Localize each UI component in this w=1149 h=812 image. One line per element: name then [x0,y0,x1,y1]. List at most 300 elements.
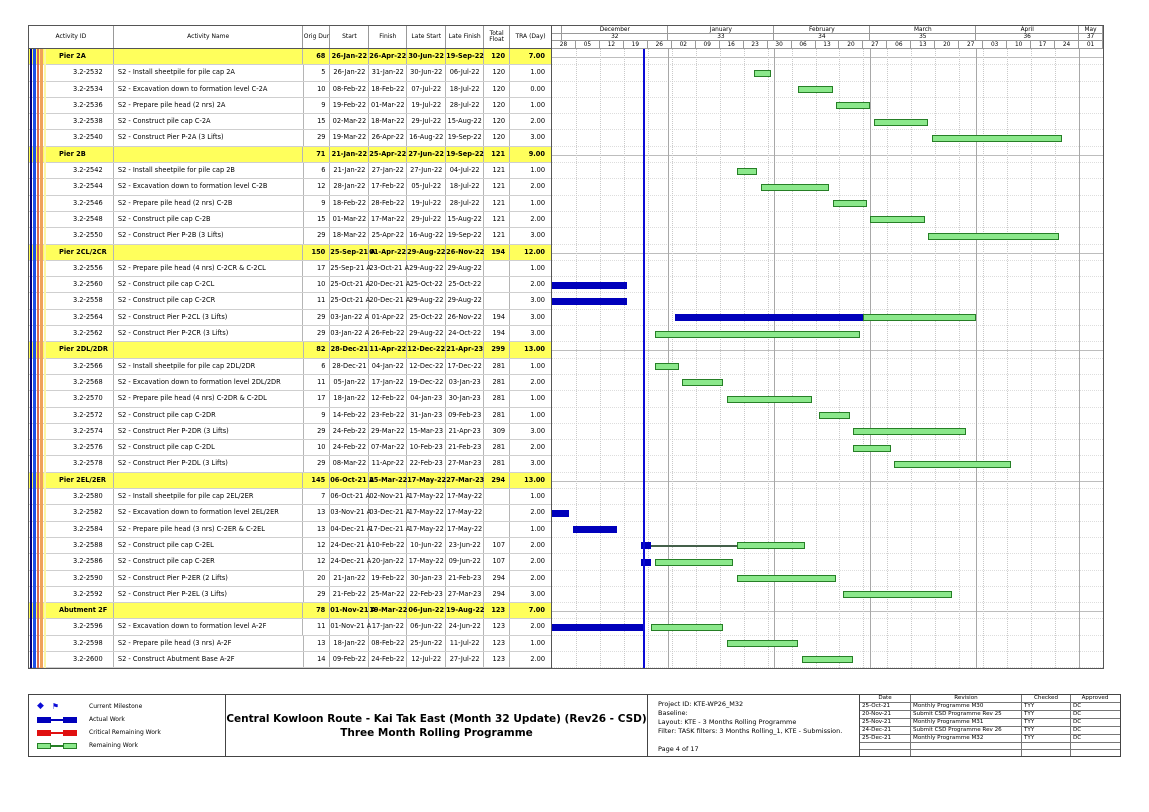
cell: 18-Feb-22 [330,196,369,211]
cell: 18-Jan-22 [330,391,369,406]
cell: 3.2-2592 [29,587,114,602]
gantt-row [552,652,1103,668]
cell: 17-May-22 [407,554,446,569]
cell: 3.2-2582 [29,505,114,520]
cell: 12-Dec-22 [407,359,446,374]
gantt-row [552,375,1103,391]
gantt-row [552,179,1103,195]
revision-cell [911,743,1022,749]
remaining-bar-icon [37,743,51,749]
cell: 3.2-2568 [29,375,114,390]
cell: 26-Apr-22 [369,49,407,64]
revision-cell: TYY [1022,711,1071,718]
cell: S2 - Prepare pile head (4 nrs) C-2DR & C-2DL [114,391,304,406]
cell: S2 - Construct Pier P-2CL (3 Lifts) [114,310,304,325]
column-header: TRA (Day) [515,32,546,40]
timeline-months [552,26,1103,34]
revision-cell: 24-Dec-21 [860,727,911,734]
cell: S2 - Construct pile cap C-2ER [114,554,304,569]
gantt-row [552,147,1103,163]
cell [484,489,510,504]
week-start-label: 01 [1079,41,1103,49]
remaining-work-bar [802,656,853,663]
remaining-work-bar [833,200,867,207]
section-band-line [552,155,1103,156]
week-start-label: 10 [1007,41,1031,49]
cell: 22-Feb-23 [407,587,446,602]
cell: 3.2-2546 [29,196,114,211]
cell: 19-Feb-22 [330,98,369,113]
gantt-row [552,98,1103,114]
revision-cell: TYY [1022,703,1071,710]
column-header: Late Finish [446,26,484,48]
cell: S2 - Excavation down to formation level C-2A [114,82,304,97]
cell: 121 [484,212,510,227]
section-row [29,342,551,358]
cell: S2 - Construct Pier P-2DL (3 Lifts) [114,456,304,471]
cell: 27-Jun-22 [407,163,446,178]
cell: 17-May-22 [446,505,484,520]
cell: 294 [484,473,510,488]
cell: 30-Jan-23 [407,571,446,586]
revision-column-header: Approved [1081,695,1109,701]
cell: 18-Jan-22 [330,636,369,651]
cell: 31-Jan-23 [407,408,446,423]
activity-row [29,571,551,587]
actual-work-bar [552,624,644,631]
cell: 29-Aug-22 [407,245,446,260]
cell: 17-Jan-22 [369,375,407,390]
cell [114,245,303,260]
cell: 19-Jul-22 [407,196,446,211]
cell: 3.2-2558 [29,293,114,308]
cell: 08-Feb-22 [330,82,369,97]
cell: S2 - Construct Pier P-2CR (3 Lifts) [114,326,304,341]
cell [114,603,303,618]
cell: 28-Jul-22 [446,98,484,113]
cell: 68 [303,49,330,64]
cell: 3.2-2600 [29,652,114,667]
cell: 05-Jul-22 [407,179,446,194]
cell: 3.2-2580 [29,489,114,504]
cell: 25-Sep-21 A [330,261,369,276]
timeline-weeks [552,41,1103,49]
cell: S2 - Construct Abutment Base A-2F [114,652,304,667]
legend-label: Remaining Work [89,742,138,749]
section-band-line [552,350,1103,351]
cell: 123 [484,636,510,651]
cell: S2 - Excavation down to formation level A-2F [114,619,304,634]
revision-cell: TYY [1022,727,1071,734]
cell: 29 [303,326,330,341]
gantt-row [552,456,1103,472]
activity-row [29,98,551,114]
gantt-row [552,293,1103,309]
week-start-label: 09 [696,41,720,49]
cell: 121 [484,163,510,178]
cell: 25-Mar-22 [369,587,407,602]
section-row [29,473,551,489]
cell: 20-Jan-22 [369,554,407,569]
activity-row [29,636,551,652]
cell: 15 [304,212,331,227]
cell: 281 [484,375,510,390]
cell: 10 [304,82,331,97]
month-label: April [976,26,1079,34]
cell: 04-Jan-23 [407,391,446,406]
column-header: Finish [369,26,407,48]
cell: 24-Dec-21 A [330,538,369,553]
gantt-row [552,310,1103,326]
cell: 09-Jun-22 [446,554,484,569]
connector-line-icon [51,745,63,747]
cell: 2.00 [530,573,546,582]
title-line-2: Three Month Rolling Programme [340,726,533,739]
activity-row [29,538,551,554]
cell: 17-Jan-22 [369,619,407,634]
cell: 26-Apr-22 [369,130,407,145]
cell: 121 [484,228,510,243]
cell: 18-Mar-22 [330,228,369,243]
week-start-label: 03 [983,41,1007,49]
cell: 12-Jul-22 [407,652,446,667]
gantt-row [552,114,1103,130]
cell: 19-Sep-22 [446,130,484,145]
cell: 13.00 [524,475,546,484]
cell: 29-Aug-22 [446,261,484,276]
cell: 3.2-2560 [29,277,114,292]
week-gridline [648,49,649,668]
cell: 15-Aug-22 [446,114,484,129]
cell: S2 - Excavation down to formation level 2DL/2DR [114,375,304,390]
cell: 06-Jul-22 [446,65,484,80]
gantt-row [552,489,1103,505]
cell: 21-Feb-23 [446,571,484,586]
cell: 25-Oct-22 [407,310,446,325]
cell: 3.2-2596 [29,619,114,634]
cell [484,293,510,308]
gantt-row [552,440,1103,456]
activity-row [29,587,551,603]
legend-item [37,739,225,752]
cell: 26-Nov-22 [446,310,484,325]
gantt-row [552,65,1103,81]
cell: 11 [303,619,330,634]
cell: 281 [484,440,510,455]
cell: 06-Oct-21 A [330,473,369,488]
cell: 6 [304,359,331,374]
cell: 29-Jul-22 [407,114,446,129]
cell: S2 - Prepare pile head (2 nrs) C-2B [114,196,304,211]
cell: 9 [304,98,331,113]
gantt-row [552,82,1103,98]
layout: Layout: KTE - 3 Months Rolling Programme [658,718,797,726]
revision-cell: Monthly Programme M31 [911,719,1022,726]
activity-row [29,440,551,456]
remaining-work-bar [853,428,966,435]
revision-column-header: Date [860,695,911,702]
cell: 121 [484,179,510,194]
cell: 9.00 [528,149,545,158]
gantt-row [552,522,1103,538]
revision-table [860,694,1121,757]
cell: 27-Jun-22 [407,147,446,162]
cell: 21-Jan-22 [330,163,369,178]
cell: 05-Jan-22 [330,375,369,390]
month-label: December [562,26,668,34]
cell: 25-Oct-22 [407,277,446,292]
table-body [29,49,551,668]
cell: 29-Aug-22 [446,293,484,308]
month-number: 32 [562,34,668,41]
cell: 123 [484,652,510,667]
activity-row [29,228,551,244]
cell: 25-Apr-22 [369,147,407,162]
activity-row [29,65,551,81]
cell: 01-Nov-21 A [330,619,369,634]
revision-cell [860,743,911,749]
cell: 24-Oct-22 [446,326,484,341]
gantt-row [552,473,1103,489]
gantt-row [552,326,1103,342]
remaining-work-bar [798,86,832,93]
cell: 28-Jan-22 [330,179,369,194]
remaining-work-bar [761,184,829,191]
cell: 17-May-22 [407,489,446,504]
cell: 27-Jul-22 [446,652,484,667]
connector-line-icon [51,719,63,721]
activity-row [29,375,551,391]
connector-line-icon [51,732,63,734]
cell: 1.00 [530,394,546,403]
revision-cell: DC [1073,711,1082,717]
cell: S2 - Construct Pier P-2B (3 Lifts) [114,228,304,243]
activity-row [29,522,551,538]
cell: 2.00 [530,654,546,663]
week-start-label: 05 [576,41,600,49]
cell: 28-Jul-22 [446,196,484,211]
week-start-label: 13 [816,41,840,49]
cell: 21-Feb-23 [446,440,484,455]
cell: 24-Feb-22 [330,424,369,439]
cell: 04-Jul-22 [446,163,484,178]
cell: 3.2-2572 [29,408,114,423]
footer-block [28,694,1121,757]
cell: 21-Apr-23 [446,342,484,357]
revision-empty-row [860,743,1120,750]
activity-row [29,179,551,195]
cell: 3.2-2590 [29,571,114,586]
cell: 12-Dec-22 [407,342,446,357]
remaining-work-bar [870,216,925,223]
legend-swatch [37,717,83,723]
cell: 11 [304,375,331,390]
cell: 19-Mar-22 [330,130,369,145]
activity-row [29,359,551,375]
section-row [29,603,551,619]
legend-item [37,726,225,739]
cell [484,522,510,537]
cell: 1.00 [530,410,546,419]
revision-cell [860,750,911,756]
activity-table [29,26,552,668]
cell: 17-Dec-21 A [369,522,407,537]
cell: 26-Feb-22 [369,326,407,341]
revision-row [860,727,1120,735]
cell: 24-Dec-21 A [330,554,369,569]
cell: S2 - Construct pile cap C-2CL [114,277,304,292]
cell: 27-Mar-23 [446,587,484,602]
gantt-row [552,424,1103,440]
week-gridline [887,49,888,668]
section-band-line [552,253,1103,254]
gantt-row [552,49,1103,65]
gantt-row [552,408,1103,424]
gantt-sheet [28,25,1109,753]
week-gridline [672,49,673,668]
cell: S2 - Excavation down to formation level 2EL/2ER [114,505,304,520]
revision-cell: TYY [1022,735,1071,742]
cell: 23-Jun-22 [446,538,484,553]
cell: 26-Jan-22 [330,65,369,80]
cell: 07-Jul-22 [407,82,446,97]
cell: 2.00 [530,508,545,517]
cell: 123 [484,619,510,634]
cell [114,49,304,64]
cell: 3.2-2538 [29,114,114,129]
cell: 14-Feb-22 [330,408,369,423]
gantt-row [552,212,1103,228]
cell: 26-Nov-22 [446,245,484,260]
gantt-row [552,130,1103,146]
cell: 17 [304,391,331,406]
cell: 27-Jan-22 [369,163,407,178]
actual-bar-icon [37,717,51,723]
cell: 5 [304,65,331,80]
cell: 2.00 [530,443,546,452]
cell: 27-Mar-23 [446,456,484,471]
column-header: Activity Name [114,26,304,48]
cell: 3.2-2588 [29,538,114,553]
actual-work-bar [552,282,627,289]
cell: 71 [303,147,330,162]
remaining-work-bar [819,412,850,419]
gantt-row [552,359,1103,375]
cell: 9 [304,408,331,423]
gantt-chart [552,26,1103,668]
activity-row [29,408,551,424]
week-start-label: 17 [1031,41,1055,49]
cell: 28-Dec-21 [330,342,369,357]
actual-bar-icon [63,717,77,723]
activity-row [29,310,551,326]
cell: 1.00 [530,100,546,109]
cell: 28-Dec-21 [330,359,369,374]
week-gridline [696,49,697,668]
gantt-row [552,505,1103,521]
month-gridline [870,49,871,668]
legend [28,694,226,757]
cell: 121 [484,196,510,211]
cell: 12-Feb-22 [369,391,407,406]
bar-neck-line [651,545,737,547]
cell: 3.2-2576 [29,440,114,455]
activity-row [29,82,551,98]
cell: 19-Feb-22 [369,571,407,586]
week-start-label: 20 [935,41,959,49]
cell: Pier 2DL/2DR [29,342,114,357]
cell: 3.2-2532 [29,65,114,80]
cell: 3.00 [530,133,546,142]
month-label: May [1079,26,1103,34]
cell: 06-Oct-21 A [330,489,369,504]
cell: 15-Mar-23 [407,424,446,439]
section-band-line [552,481,1103,482]
cell [114,147,304,162]
cell: 120 [484,98,510,113]
cell: 13 [303,505,330,520]
week-start-label: 30 [768,41,792,49]
legend-label: Critical Remaining Work [89,729,161,736]
cell: 120 [484,82,510,97]
actual-work-bar [552,298,627,305]
cell: 3.2-2598 [29,636,114,651]
cell [484,277,510,292]
cell: 1.00 [530,638,546,647]
gantt-row [552,636,1103,652]
week-gridline [911,49,912,668]
month-num-lead-blank [552,34,562,41]
cell: 04-Jan-22 [369,359,407,374]
revision-column-header: Checked [1022,695,1071,702]
revision-cell [1022,750,1071,756]
week-start-label: 24 [1055,41,1079,49]
month-number: 35 [870,34,976,41]
table-header [29,26,551,49]
cell: 06-Jun-22 [407,603,446,618]
critical-bar-icon [37,730,51,736]
gantt-row [552,277,1103,293]
cell: 16-Aug-22 [407,228,446,243]
cell: 24-Feb-22 [369,652,407,667]
legend-swatch [37,730,83,736]
week-start-label: 19 [624,41,648,49]
cell: 28-Feb-22 [369,196,407,211]
gantt-row [552,619,1103,635]
cell: 11 [303,293,330,308]
cell: 7.00 [528,606,545,615]
cell: S2 - Construct Pier P-2EL (3 Lifts) [114,587,304,602]
cell: 11-Apr-22 [369,342,407,357]
cell: 17-May-22 [446,489,484,504]
cell: 0.00 [530,84,546,93]
week-start-label: 13 [911,41,935,49]
cell: 2.00 [530,214,546,223]
cell: 03-Dec-21 A [369,505,407,520]
cell [484,505,510,520]
data-date-line [643,49,645,668]
month-number: 34 [774,34,870,41]
cell: Pier 2EL/2ER [29,473,114,488]
title-block [226,694,648,757]
cell: 10-Feb-22 [369,538,407,553]
activity-row [29,424,551,440]
cell: S2 - Install sheetpile for pile cap 2DL/2DR [114,359,304,374]
column-header: Start [330,26,369,48]
cell: 17 [303,261,330,276]
cell: 13 [303,522,330,537]
cell: 29-Mar-22 [369,424,407,439]
